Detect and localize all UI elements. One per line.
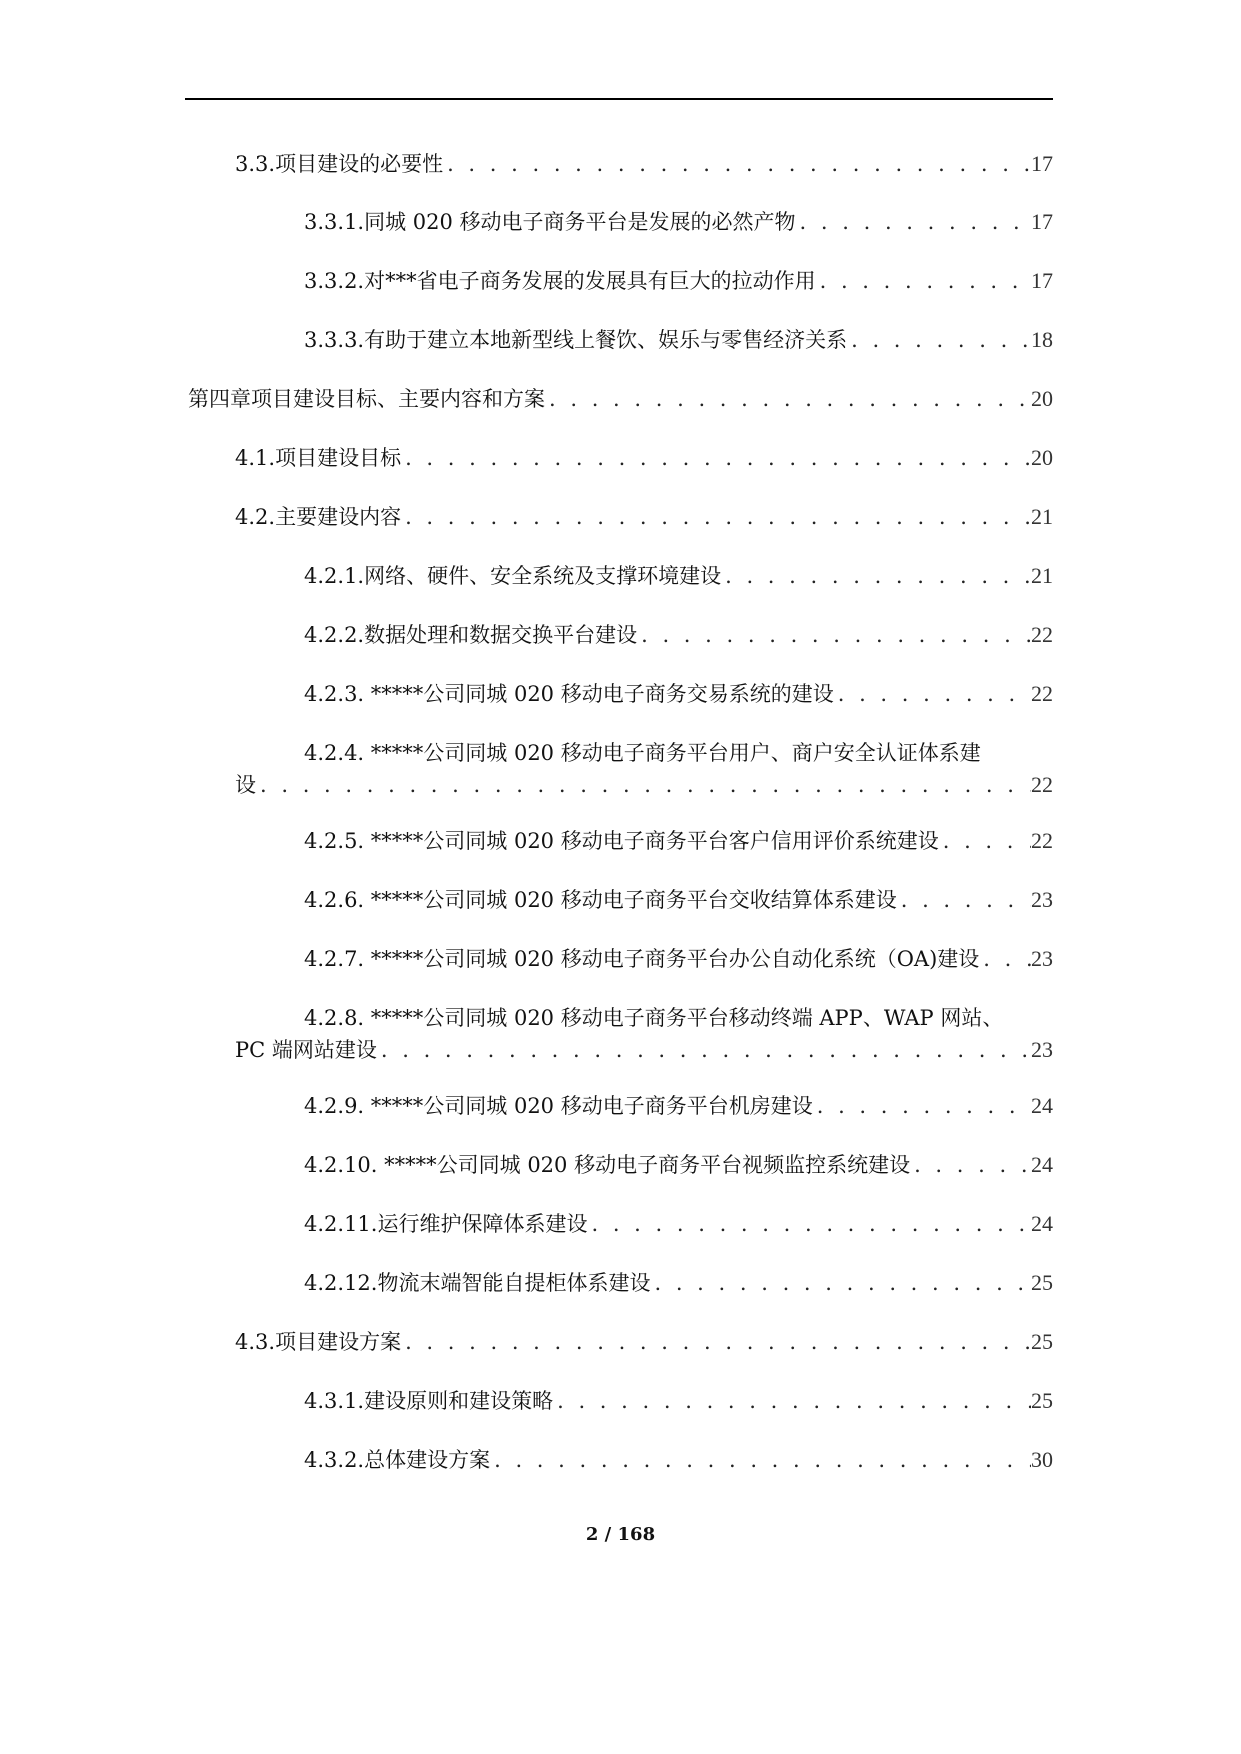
toc-entry-chapter[interactable] [188, 384, 1053, 414]
dot-leader [910, 1150, 1031, 1180]
toc-entry[interactable] [304, 1150, 1053, 1180]
toc-entry[interactable] [235, 502, 1053, 532]
dot-leader [553, 1386, 1031, 1416]
toc-entry-line2[interactable] [235, 770, 1053, 800]
dot-leader [834, 679, 1031, 709]
toc-entry-title: 4.2.9. *****公司同城 020 移动电子商务平台机房建设 [304, 1094, 813, 1118]
toc-entry-line2[interactable] [235, 1035, 1053, 1065]
dot-leader [847, 325, 1031, 355]
dot-leader [897, 885, 1031, 915]
toc-entry[interactable] [304, 1386, 1053, 1416]
dot-leader [443, 149, 1031, 179]
toc-entry-page: 23 [1031, 887, 1053, 912]
toc-entry[interactable] [304, 826, 1053, 856]
toc-entry-title: 4.2.8. *****公司同城 020 移动电子商务平台移动终端 APP、WAP 网站、 [304, 1006, 1004, 1030]
toc-entry-page: 23 [1031, 946, 1053, 971]
toc-entry-page: 21 [1031, 504, 1053, 529]
dot-leader [813, 1091, 1031, 1121]
toc-entry-title: 3.3.1.同城 020 移动电子商务平台是发展的必然产物 [304, 210, 796, 234]
toc-entry-page: 25 [1031, 1388, 1053, 1413]
toc-entry-page: 20 [1031, 445, 1053, 470]
toc-entry-title: 4.1.项目建设目标 [235, 446, 402, 470]
toc-entry-line1[interactable] [304, 738, 1053, 768]
toc-entry-page: 30 [1031, 1447, 1053, 1472]
toc-entry-line1[interactable] [304, 1003, 1053, 1033]
toc-entry-title: 4.2.12.物流末端智能自提柜体系建设 [304, 1271, 651, 1295]
toc-entry-page: 24 [1031, 1093, 1053, 1118]
toc-entry-title: 4.3.1.建设原则和建设策略 [304, 1389, 554, 1413]
toc-entry-page: 25 [1031, 1329, 1053, 1354]
toc-entry-page: 17 [1031, 268, 1053, 293]
dot-leader [401, 502, 1031, 532]
toc-entry-title: 3.3.2.对***省电子商务发展的发展具有巨大的拉动作用 [304, 269, 816, 293]
toc-entry-page: 17 [1031, 151, 1053, 176]
toc-entry-page: 17 [1031, 209, 1053, 234]
toc-entry-title: 设 [235, 773, 256, 797]
toc-entry[interactable] [304, 1445, 1053, 1475]
toc-entry-title: 4.2.7. *****公司同城 020 移动电子商务平台办公自动化系统（OA)建设 [304, 947, 980, 971]
toc-entry[interactable] [304, 1209, 1053, 1239]
dot-leader [650, 1268, 1031, 1298]
toc-entry-title: 4.2.4. *****公司同城 020 移动电子商务平台用户、商户安全认证体系建 [304, 741, 981, 765]
dot-leader [545, 384, 1031, 414]
toc-entry-page: 21 [1031, 563, 1053, 588]
toc-entry[interactable] [304, 679, 1053, 709]
toc-entry-page: 25 [1031, 1270, 1053, 1295]
toc-entry[interactable] [235, 149, 1053, 179]
toc-entry[interactable] [304, 885, 1053, 915]
toc-entry-title: 4.2.5. *****公司同城 020 移动电子商务平台客户信用评价系统建设 [304, 829, 939, 853]
toc-entry-page: 22 [1031, 622, 1053, 647]
toc-entry[interactable] [304, 325, 1053, 355]
dot-leader [490, 1445, 1031, 1475]
toc-entry[interactable] [235, 1327, 1053, 1357]
toc-entry-page: 24 [1031, 1152, 1053, 1177]
toc-entry-title: 3.3.项目建设的必要性 [235, 152, 444, 176]
toc-entry-page: 22 [1031, 681, 1053, 706]
toc-entry-page: 20 [1031, 386, 1053, 411]
toc-entry-title: 4.3.项目建设方案 [235, 1330, 402, 1354]
dot-leader [816, 266, 1031, 296]
page-indicator: 2 / 168 [585, 1524, 656, 1545]
dot-leader [587, 1209, 1031, 1239]
toc-entry[interactable] [304, 207, 1053, 237]
header-rule [185, 98, 1053, 100]
toc-entry[interactable] [304, 620, 1053, 650]
toc-entry[interactable] [304, 561, 1053, 591]
dot-leader [377, 1035, 1031, 1065]
toc-entry-title: 4.2.1.网络、硬件、安全系统及支撑环境建设 [304, 564, 722, 588]
dot-leader [256, 770, 1031, 800]
dot-leader [401, 1327, 1031, 1357]
toc-entry-title: 4.2.2.数据处理和数据交换平台建设 [304, 623, 638, 647]
dot-leader [939, 826, 1031, 856]
toc-entry[interactable] [304, 1268, 1053, 1298]
toc-entry-title: 4.2.主要建设内容 [235, 505, 402, 529]
toc-entry-page: 22 [1031, 828, 1053, 853]
dot-leader [721, 561, 1031, 591]
toc-entry-page: 24 [1031, 1211, 1053, 1236]
toc-entry-title: 第四章项目建设目标、主要内容和方案 [188, 387, 545, 411]
toc-entry-title: 4.3.2.总体建设方案 [304, 1448, 491, 1472]
toc-entry-title: 4.2.6. *****公司同城 020 移动电子商务平台交收结算体系建设 [304, 888, 897, 912]
toc-entry[interactable] [304, 266, 1053, 296]
toc-entry[interactable] [235, 443, 1053, 473]
dot-leader [796, 207, 1031, 237]
dot-leader [979, 944, 1031, 974]
toc-entry-title: PC 端网站建设 [235, 1038, 377, 1062]
toc-entry-title: 4.2.10. *****公司同城 020 移动电子商务平台视频监控系统建设 [304, 1153, 911, 1177]
toc-entry-title: 4.2.3. *****公司同城 020 移动电子商务交易系统的建设 [304, 682, 834, 706]
toc-entry-page: 23 [1031, 1037, 1053, 1062]
toc-entry-page: 22 [1031, 772, 1053, 797]
dot-leader [401, 443, 1031, 473]
toc-entry-title: 3.3.3.有助于建立本地新型线上餐饮、娱乐与零售经济关系 [304, 328, 848, 352]
toc-entry-title: 4.2.11.运行维护保障体系建设 [304, 1212, 588, 1236]
toc-entry[interactable] [304, 944, 1053, 974]
toc-entry-page: 18 [1031, 327, 1053, 352]
toc-entry[interactable] [304, 1091, 1053, 1121]
dot-leader [637, 620, 1031, 650]
